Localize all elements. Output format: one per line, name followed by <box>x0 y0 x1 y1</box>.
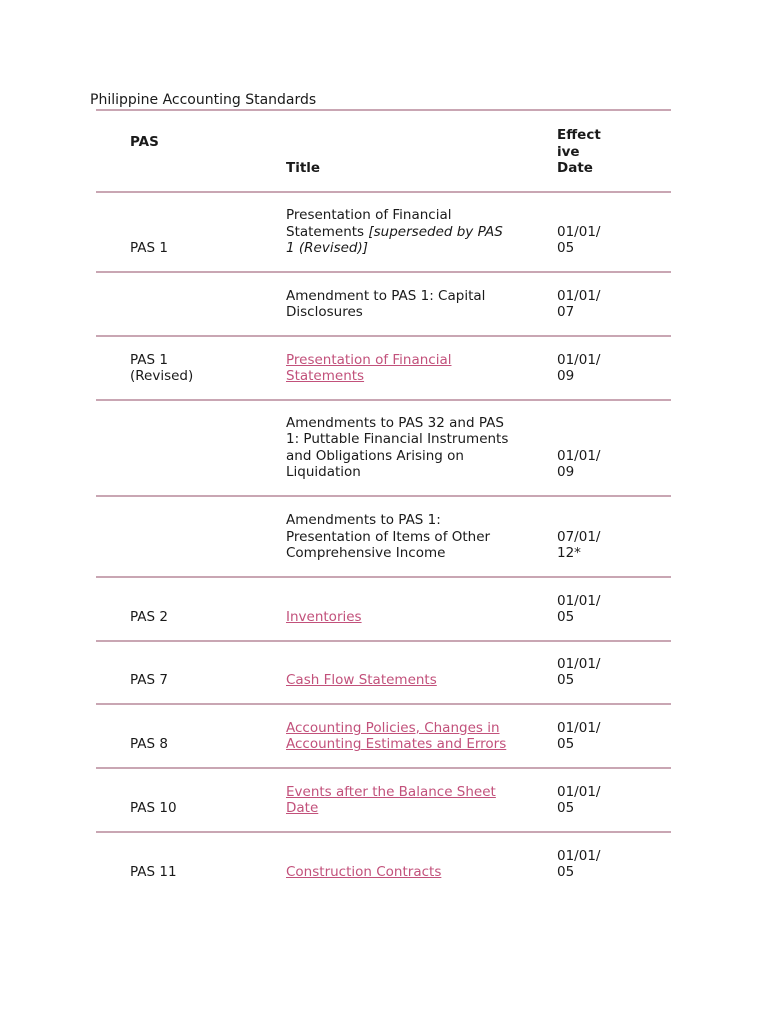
effective-date: 01/01/ 09 <box>557 351 601 385</box>
effective-date: 01/01/ 05 <box>557 719 601 753</box>
table-row <box>96 705 671 769</box>
page-title: Philippine Accounting Standards <box>90 92 317 108</box>
pas-number: PAS 1 <box>130 240 168 257</box>
table-row <box>96 193 671 273</box>
table-header-row <box>96 111 671 193</box>
standard-title-link[interactable]: Events after the Balance Sheet Date <box>286 783 496 817</box>
effective-date: 01/01/ 05 <box>557 592 601 626</box>
standard-title-link[interactable]: Accounting Policies, Changes in Accounting Estimates and Errors <box>286 719 507 753</box>
header-pas: PAS <box>130 133 159 150</box>
effective-date: 01/01/ 05 <box>557 847 601 881</box>
standard-title-link[interactable]: Presentation of Financial Statements <box>286 351 452 385</box>
table-row <box>96 769 671 833</box>
pas-number: PAS 8 <box>130 736 168 753</box>
table-row <box>96 401 671 497</box>
table-row <box>96 273 671 337</box>
standard-title: Amendment to PAS 1: Capital Disclosures <box>286 287 486 321</box>
table-row <box>96 497 671 578</box>
standards-table <box>96 109 671 895</box>
effective-date: 01/01/ 07 <box>557 287 601 321</box>
superseded-note: [superseded by PAS 1 (Revised)] <box>286 223 503 257</box>
pas-number: PAS 1 (Revised) <box>130 351 194 385</box>
effective-date: 01/01/ 05 <box>557 655 601 689</box>
pas-number: PAS 11 <box>130 864 177 881</box>
standard-title: Amendments to PAS 32 and PAS 1: Puttable Financial Instruments and Obligations Arising on Liquidation <box>286 414 509 481</box>
standard-title-link[interactable]: Cash Flow Statements <box>286 672 437 689</box>
standard-title: Amendments to PAS 1: Presentation of Items of Other Comprehensive Income <box>286 512 491 562</box>
table-row <box>96 833 671 895</box>
effective-date: 01/01/ 05 <box>557 783 601 817</box>
standard-title-link[interactable]: Inventories <box>286 609 362 626</box>
table-row <box>96 642 671 705</box>
table-row <box>96 337 671 401</box>
standard-title <box>252 207 557 257</box>
table-row <box>96 578 671 642</box>
effective-date: 01/01/ 05 <box>557 223 601 257</box>
effective-date: 01/01/ 09 <box>557 447 601 481</box>
pas-number: PAS 2 <box>130 609 168 626</box>
pas-number: PAS 10 <box>130 800 177 817</box>
header-effective-date: Effect ive Date <box>557 127 601 177</box>
pas-number: PAS 7 <box>130 672 168 689</box>
effective-date: 07/01/ 12* <box>557 528 601 562</box>
header-title: Title <box>286 160 321 177</box>
standard-title-link[interactable]: Construction Contracts <box>286 864 442 881</box>
standard-title-text: Presentation of Financial Statements <box>286 207 452 240</box>
